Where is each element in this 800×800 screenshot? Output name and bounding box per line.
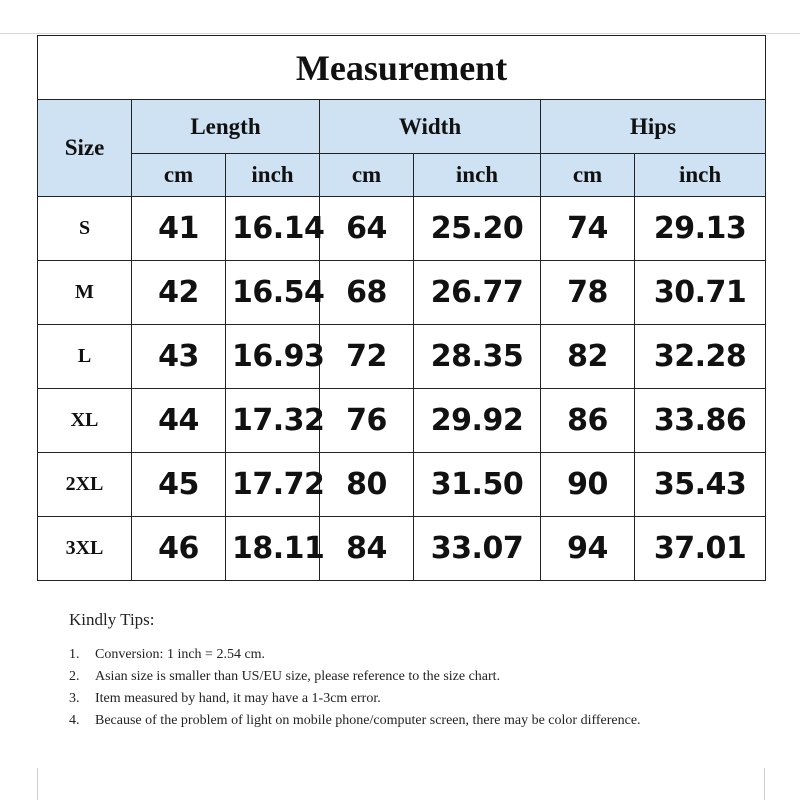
width-inch-value: 33.07 (414, 517, 541, 581)
hips-inch-value: 35.43 (635, 453, 766, 517)
top-divider (0, 33, 800, 34)
hips-inch-value: 37.01 (635, 517, 766, 581)
length-header: Length (132, 100, 320, 154)
list-item-number: 1. (69, 647, 80, 662)
unit-header-length-cm: cm (132, 154, 226, 197)
list-item (69, 644, 709, 666)
length-inch-value: 16.14 (226, 197, 320, 261)
length-cm-value: 46 (132, 517, 226, 581)
unit-header-hips-cm: cm (541, 154, 635, 197)
width-inch-value: 25.20 (414, 197, 541, 261)
length-inch-value: 17.32 (226, 389, 320, 453)
list-item-number: 4. (69, 713, 80, 728)
hips-inch-value: 29.13 (635, 197, 766, 261)
list-item (69, 688, 709, 710)
hips-inch-value: 30.71 (635, 261, 766, 325)
size-label: 3XL (38, 517, 132, 581)
size-chart-table (37, 35, 766, 581)
length-cm-value: 41 (132, 197, 226, 261)
width-cm-value: 84 (320, 517, 414, 581)
tips-list (69, 644, 709, 732)
table-row (38, 517, 766, 581)
length-cm-value: 44 (132, 389, 226, 453)
width-cm-value: 64 (320, 197, 414, 261)
hips-cm-value: 78 (541, 261, 635, 325)
width-header: Width (320, 100, 541, 154)
size-label: M (38, 261, 132, 325)
table-title: Measurement (38, 36, 766, 100)
width-inch-value: 31.50 (414, 453, 541, 517)
length-inch-value: 16.54 (226, 261, 320, 325)
size-label: L (38, 325, 132, 389)
list-item (69, 710, 709, 732)
length-cm-value: 42 (132, 261, 226, 325)
width-cm-value: 76 (320, 389, 414, 453)
width-inch-value: 26.77 (414, 261, 541, 325)
list-item-number: 2. (69, 669, 80, 684)
width-inch-value: 28.35 (414, 325, 541, 389)
table-row (38, 261, 766, 325)
width-cm-value: 68 (320, 261, 414, 325)
width-inch-value: 29.92 (414, 389, 541, 453)
hips-cm-value: 94 (541, 517, 635, 581)
length-inch-value: 17.72 (226, 453, 320, 517)
length-inch-value: 18.11 (226, 517, 320, 581)
length-cm-value: 43 (132, 325, 226, 389)
margin-mark-left (37, 768, 38, 800)
list-item-text: Conversion: 1 inch = 2.54 cm. (95, 647, 266, 662)
tips-title: Kindly Tips: (69, 610, 155, 629)
hips-cm-value: 82 (541, 325, 635, 389)
hips-header: Hips (541, 100, 766, 154)
table-row (38, 453, 766, 517)
list-item-text: Item measured by hand, it may have a 1-3cm error. (95, 691, 381, 706)
size-header: Size (38, 100, 132, 197)
hips-inch-value: 33.86 (635, 389, 766, 453)
unit-header-width-inch: inch (414, 154, 541, 197)
unit-header-length-inch: inch (226, 154, 320, 197)
size-label: 2XL (38, 453, 132, 517)
table-row (38, 197, 766, 261)
list-item-text: Because of the problem of light on mobile phone/computer screen, there may be color difference. (95, 713, 641, 728)
unit-header-width-cm: cm (320, 154, 414, 197)
size-label: S (38, 197, 132, 261)
hips-cm-value: 86 (541, 389, 635, 453)
tips-section (69, 610, 709, 732)
width-cm-value: 72 (320, 325, 414, 389)
unit-header-hips-inch: inch (635, 154, 766, 197)
margin-mark-right (764, 768, 765, 800)
table-row (38, 389, 766, 453)
length-cm-value: 45 (132, 453, 226, 517)
width-cm-value: 80 (320, 453, 414, 517)
size-label: XL (38, 389, 132, 453)
hips-inch-value: 32.28 (635, 325, 766, 389)
table-row (38, 325, 766, 389)
list-item (69, 666, 709, 688)
list-item-text: Asian size is smaller than US/EU size, please reference to the size chart. (95, 669, 501, 684)
hips-cm-value: 90 (541, 453, 635, 517)
length-inch-value: 16.93 (226, 325, 320, 389)
list-item-number: 3. (69, 691, 80, 706)
hips-cm-value: 74 (541, 197, 635, 261)
